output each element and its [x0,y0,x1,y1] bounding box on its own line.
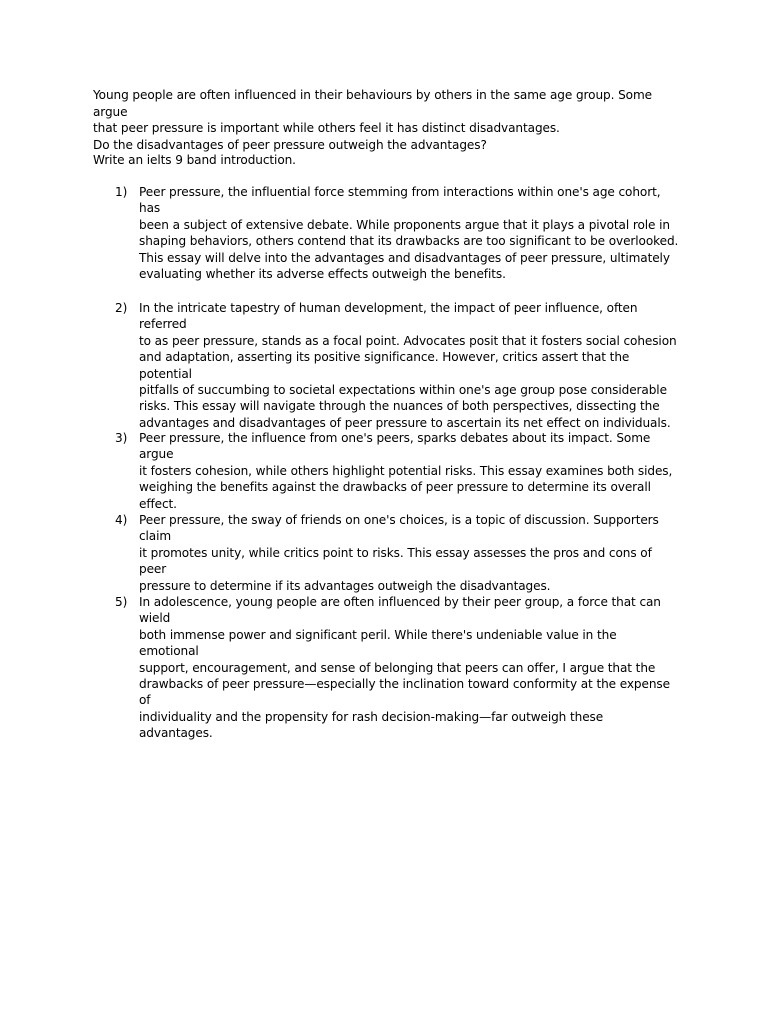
list-item-number: 3) [115,431,128,445]
list-item-number: 1) [115,185,128,199]
list-item-text: Peer pressure, the influential force stemming from interactions within one's age cohort, has been a subject of extensive debate. While proponents argue that it plays a pivotal role in shaping behaviors, others contend that its drawbacks are too significant to be overlooked. This essay will delve into the advantages and disadvantages of peer pressure, ultimately evaluating whether its adverse effects outweigh the benefits. [139,185,679,282]
list-item-text: Peer pressure, the influence from one's peers, sparks debates about its impact. Some argue it fosters cohesion, while others highlight potential risks. This essay examines both sides, weighing the benefits against the drawbacks of peer pressure to determine its overall effect. [139,431,673,511]
list-item-number: 2) [115,301,128,315]
essay-prompt [93,87,683,153]
list-item-text: Peer pressure, the sway of friends on one's choices, is a topic of discussion. Supporters claim it promotes unity, while critics point to risks. This essay assesses the pros and cons of peer pressure to determine if its advantages outweigh the disadvantages. [139,513,659,593]
list-item-text: In adolescence, young people are often influenced by their peer group, a force that can wield both immense power and significant peril. While there's undeniable value in the emotional support, encouragement, and sense of belonging that peers can offer, I argue that the drawbacks of peer pressure—especially the inclination toward conformity at the expense of individuality and the propensity for rash decision-making—far outweigh these advantages. [139,595,670,741]
list-item-number: 4) [115,513,128,527]
prompt-text: Young people are often influenced in their behaviours by others in the same age group. Some argue that peer pressure is important while others feel it has distinct disadvantages. Do the disadvantages of peer pressure outweigh the advantages? [93,88,652,152]
list-item-number: 5) [115,595,128,609]
instruction-text: Write an ielts 9 band introduction. [93,153,296,167]
list-item-text: In the intricate tapestry of human development, the impact of peer influence, often referred to as peer pressure, stands as a focal point. Advocates posit that it fosters social cohesion and adaptation, asserting its positive significance. However, critics assert that the potential pitfalls of succumbing to societal expectations within one's age group pose considerable risks. This essay will navigate through the nuances of both perspectives, dissecting the advantages and disadvantages of peer pressure to ascertain its net effect on individuals. [139,301,677,430]
